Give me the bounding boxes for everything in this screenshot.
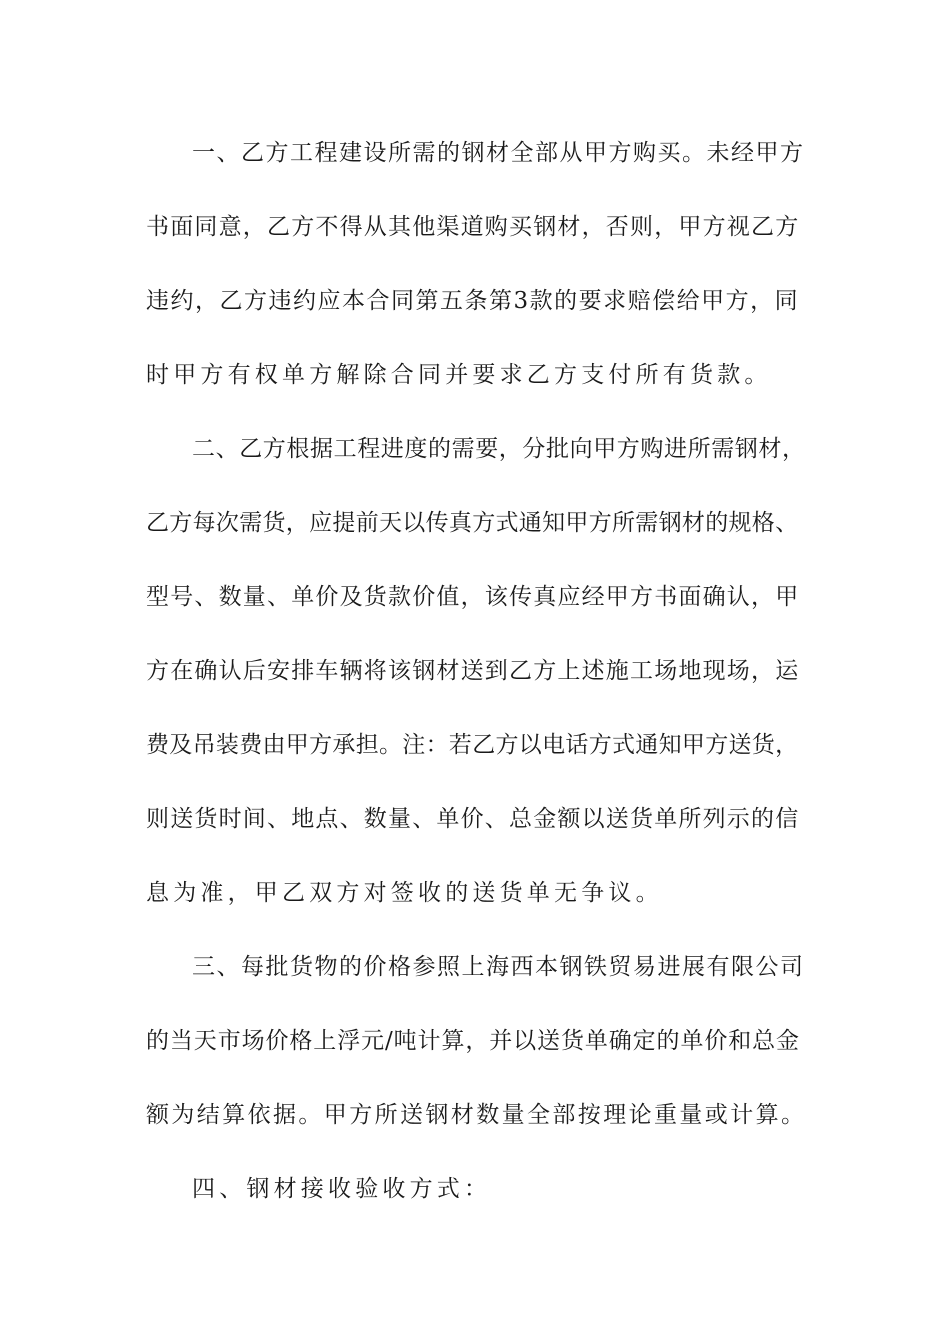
clause-2-line-7: 息为准，甲乙双方对签收的送货单无争议。 [146,880,663,906]
clause-2-line-4: 方在确认后安排车辆将该钢材送到乙方上述施工场地现场，运 [146,658,800,684]
clause-3-line-2: 的当天市场价格上浮元/吨计算，并以送货单确定的单价和总金 [146,1028,800,1054]
clause-2-line-5: 费及吊装费由甲方承担。注：若乙方以电话方式通知甲方送货， [146,732,799,758]
clause-2-line-3: 型号、数量、单价及货款价值，该传真应经甲方书面确认，甲 [146,584,800,610]
clause-2-line-1: 二、乙方根据工程进度的需要，分批向甲方购进所需钢材， [192,436,806,462]
clause-2-line-2: 乙方每次需货，应提前天以传真方式通知甲方所需钢材的规格、 [146,510,799,536]
clause-1-line-3: 违约，乙方违约应本合同第五条第3款的要求赔偿给甲方，同 [146,288,800,314]
clause-4-heading: 四、钢材接收验收方式： [192,1176,492,1202]
clause-3-line-1: 三、每批货物的价格参照上海西本钢铁贸易进展有限公司 [192,954,805,980]
clause-1-line-1: 一、乙方工程建设所需的钢材全部从甲方购买。未经甲方 [192,140,805,166]
clause-2-line-6: 则送货时间、地点、数量、单价、总金额以送货单所列示的信 [146,806,800,832]
clause-1-line-2: 书面同意，乙方不得从其他渠道购买钢材，否则，甲方视乙方 [146,214,800,240]
clause-3-line-3: 额为结算依据。甲方所送钢材数量全部按理论重量或计算。 [146,1102,807,1128]
clause-1-line-4: 时甲方有权单方解除合同并要求乙方支付所有货款。 [146,362,772,388]
